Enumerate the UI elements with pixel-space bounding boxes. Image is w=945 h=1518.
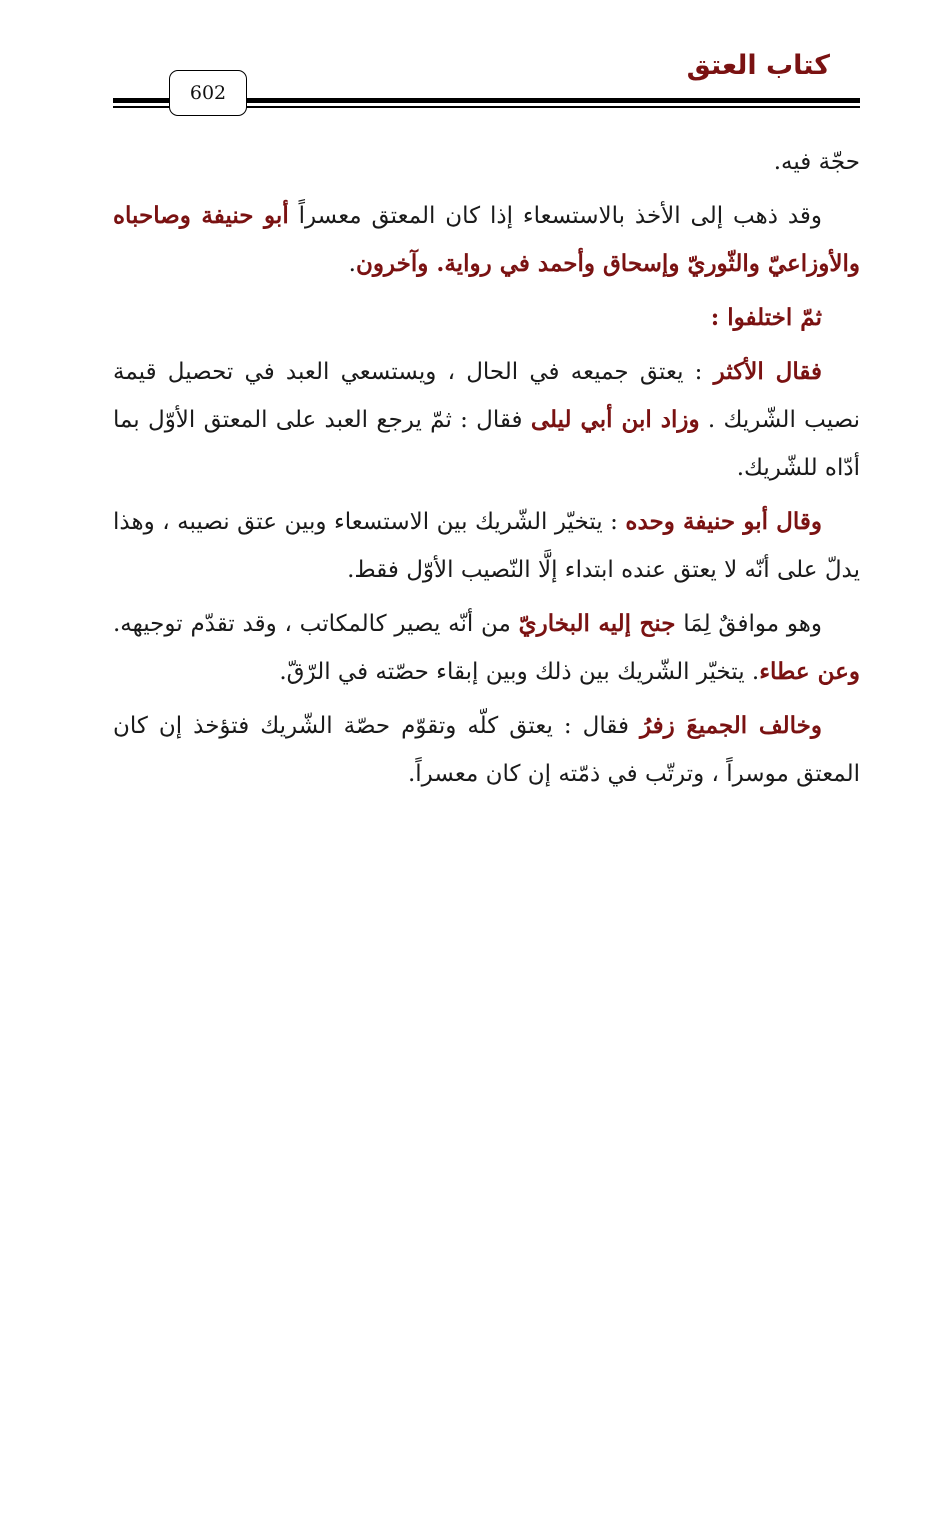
text-segment: وقد ذهب إلى الأخذ بالاستسعاء إذا كان المعتق معسراً (288, 203, 822, 229)
highlighted-phrase: وخالف الجميعَ زفرُ (639, 712, 822, 739)
text-segment: من أنّه يصير كالمكاتب ، وقد تقدّم توجيهه. (113, 611, 519, 637)
paragraph (113, 702, 860, 798)
page-number-box (169, 70, 247, 116)
chapter-title: كتاب العتق (686, 50, 830, 81)
paragraph (113, 192, 860, 288)
text-segment: : يتخيّر الشّريك بين الاستسعاء وبين عتق نصيبه ، وهذا يدلّ على أنّه لا يعتق عنده ابتداء إلَّا النّصيب الأوّل فقط. (113, 509, 860, 583)
paragraph (113, 294, 860, 342)
page-header (0, 0, 945, 130)
highlighted-phrase: جنح إليه البخاريّ (518, 610, 676, 637)
page-number: 602 (189, 82, 227, 104)
body-text (113, 138, 860, 804)
highlighted-phrase: فقال الأكثر (713, 358, 822, 385)
highlighted-phrase: أبو حنيفة وصاحباه والأوزاعيّ والثّوريّ وإسحاق وأحمد في رواية. وآخرون (113, 202, 860, 277)
text-segment: فقال : يعتق كلّه وتقوّم حصّة الشّريك فتؤخذ إن كان المعتق موسراً ، وترتّب في ذمّته إن كان معسراً. (113, 713, 860, 787)
paragraph (113, 498, 860, 594)
highlighted-phrase: وزاد ابن أبي ليلى (530, 406, 700, 433)
text-segment: . (348, 251, 356, 277)
highlighted-phrase: وقال أبو حنيفة وحده (625, 508, 823, 535)
highlighted-phrase: وعن عطاء (759, 658, 860, 685)
highlighted-phrase: ثمّ اختلفوا : (710, 304, 822, 331)
text-segment: فقال : ثمّ يرجع العبد على المعتق الأوّل بما أدّاه للشّريك. (113, 407, 860, 481)
text-segment: حجّة فيه. (773, 149, 860, 175)
paragraph (113, 600, 860, 696)
paragraph (113, 348, 860, 492)
text-segment: . يتخيّر الشّريك بين ذلك وبين إبقاء حصّته في الرّقّ. (279, 659, 760, 685)
text-segment: وهو موافقٌ لِمَا (675, 611, 822, 637)
paragraph (113, 138, 860, 186)
text-segment: : يعتق جميعه في الحال ، ويستسعي العبد في تحصيل قيمة نصيب الشّريك . (113, 359, 860, 433)
